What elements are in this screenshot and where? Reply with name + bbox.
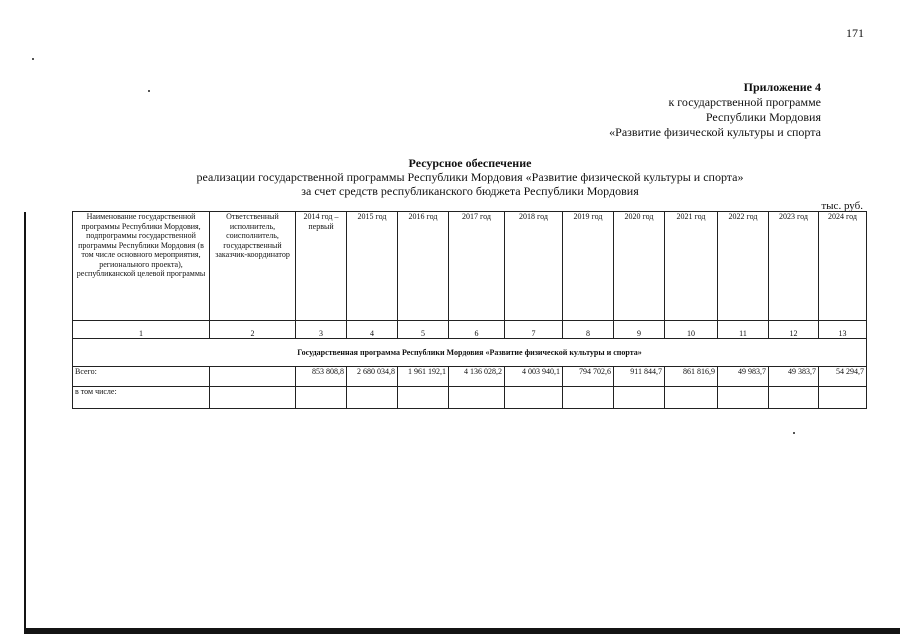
including-row — [73, 387, 867, 409]
column-number: 7 — [505, 321, 563, 339]
column-number: 2 — [210, 321, 296, 339]
value-cell: 54 294,7 — [819, 367, 867, 387]
empty-cell — [665, 387, 718, 409]
document-heading — [150, 156, 790, 198]
column-number: 9 — [614, 321, 665, 339]
value-cell: 4 136 028,2 — [449, 367, 505, 387]
column-number: 5 — [398, 321, 449, 339]
unit-label: тыс. руб. — [821, 200, 863, 212]
empty-cell — [449, 387, 505, 409]
header-cell: 2016 год — [398, 212, 449, 321]
scan-speck — [32, 58, 34, 60]
program-title-row — [73, 339, 867, 367]
program-title: Государственная программа Республики Мордовия «Развитие физической культуры и спорта» — [73, 339, 867, 367]
header-cell: 2024 год — [819, 212, 867, 321]
empty-cell — [563, 387, 614, 409]
empty-cell — [819, 387, 867, 409]
heading-line: реализации государственной программы Республики Мордовия «Развитие физической культуры и спорта» — [196, 170, 744, 184]
heading-line: за счет средств республиканского бюджета Республики Мордовия — [301, 184, 639, 198]
empty-cell — [505, 387, 563, 409]
column-number: 1 — [73, 321, 210, 339]
total-label: Всего: — [73, 367, 210, 387]
header-cell: 2022 год — [718, 212, 769, 321]
column-number: 4 — [347, 321, 398, 339]
header-cell: 2019 год — [563, 212, 614, 321]
empty-cell — [769, 387, 819, 409]
column-number: 11 — [718, 321, 769, 339]
value-cell: 911 844,7 — [614, 367, 665, 387]
column-number: 13 — [819, 321, 867, 339]
header-cell: 2023 год — [769, 212, 819, 321]
scan-speck — [793, 432, 795, 434]
column-number: 12 — [769, 321, 819, 339]
resource-table — [72, 211, 867, 409]
column-number: 3 — [296, 321, 347, 339]
value-cell: 861 816,9 — [665, 367, 718, 387]
empty-cell — [614, 387, 665, 409]
total-row — [73, 367, 867, 387]
value-cell: 2 680 034,8 — [347, 367, 398, 387]
scan-speck — [148, 90, 150, 92]
column-number: 10 — [665, 321, 718, 339]
empty-cell — [398, 387, 449, 409]
scan-edge-left — [24, 212, 26, 630]
page-number: 171 — [846, 26, 864, 40]
appendix-block — [609, 80, 821, 140]
header-cell: 2021 год — [665, 212, 718, 321]
value-cell: 1 961 192,1 — [398, 367, 449, 387]
value-cell: 4 003 940,1 — [505, 367, 563, 387]
header-cell: 2015 год — [347, 212, 398, 321]
value-cell: 794 702,6 — [563, 367, 614, 387]
header-cell: 2020 год — [614, 212, 665, 321]
header-cell: Ответственный исполнитель, соисполнитель, государственный заказчик-координатор — [210, 212, 296, 321]
appendix-line: Республики Мордовия — [705, 110, 821, 124]
empty-cell — [296, 387, 347, 409]
appendix-line: к государственной программе — [668, 95, 821, 109]
including-label: в том числе: — [73, 387, 210, 409]
empty-cell — [347, 387, 398, 409]
appendix-line: «Развитие физической культуры и спорта — [609, 125, 821, 139]
empty-cell — [210, 387, 296, 409]
executor-cell — [210, 367, 296, 387]
column-number: 8 — [563, 321, 614, 339]
scan-edge-bottom — [24, 628, 900, 634]
appendix-title: Приложение 4 — [743, 80, 821, 94]
empty-cell — [718, 387, 769, 409]
value-cell: 853 808,8 — [296, 367, 347, 387]
value-cell: 49 383,7 — [769, 367, 819, 387]
column-number-row — [73, 321, 867, 339]
header-cell: Наименование государственной программы Республики Мордовия, подпрограммы государственной программы Республики Мордовия (в том числе основного мероприятия, регионального проекта), республиканской целевой программы — [73, 212, 210, 321]
header-row — [73, 212, 867, 321]
column-number: 6 — [449, 321, 505, 339]
value-cell: 49 983,7 — [718, 367, 769, 387]
heading-title: Ресурсное обеспечение — [408, 156, 532, 170]
header-cell: 2014 год – первый — [296, 212, 347, 321]
header-cell: 2017 год — [449, 212, 505, 321]
header-cell: 2018 год — [505, 212, 563, 321]
